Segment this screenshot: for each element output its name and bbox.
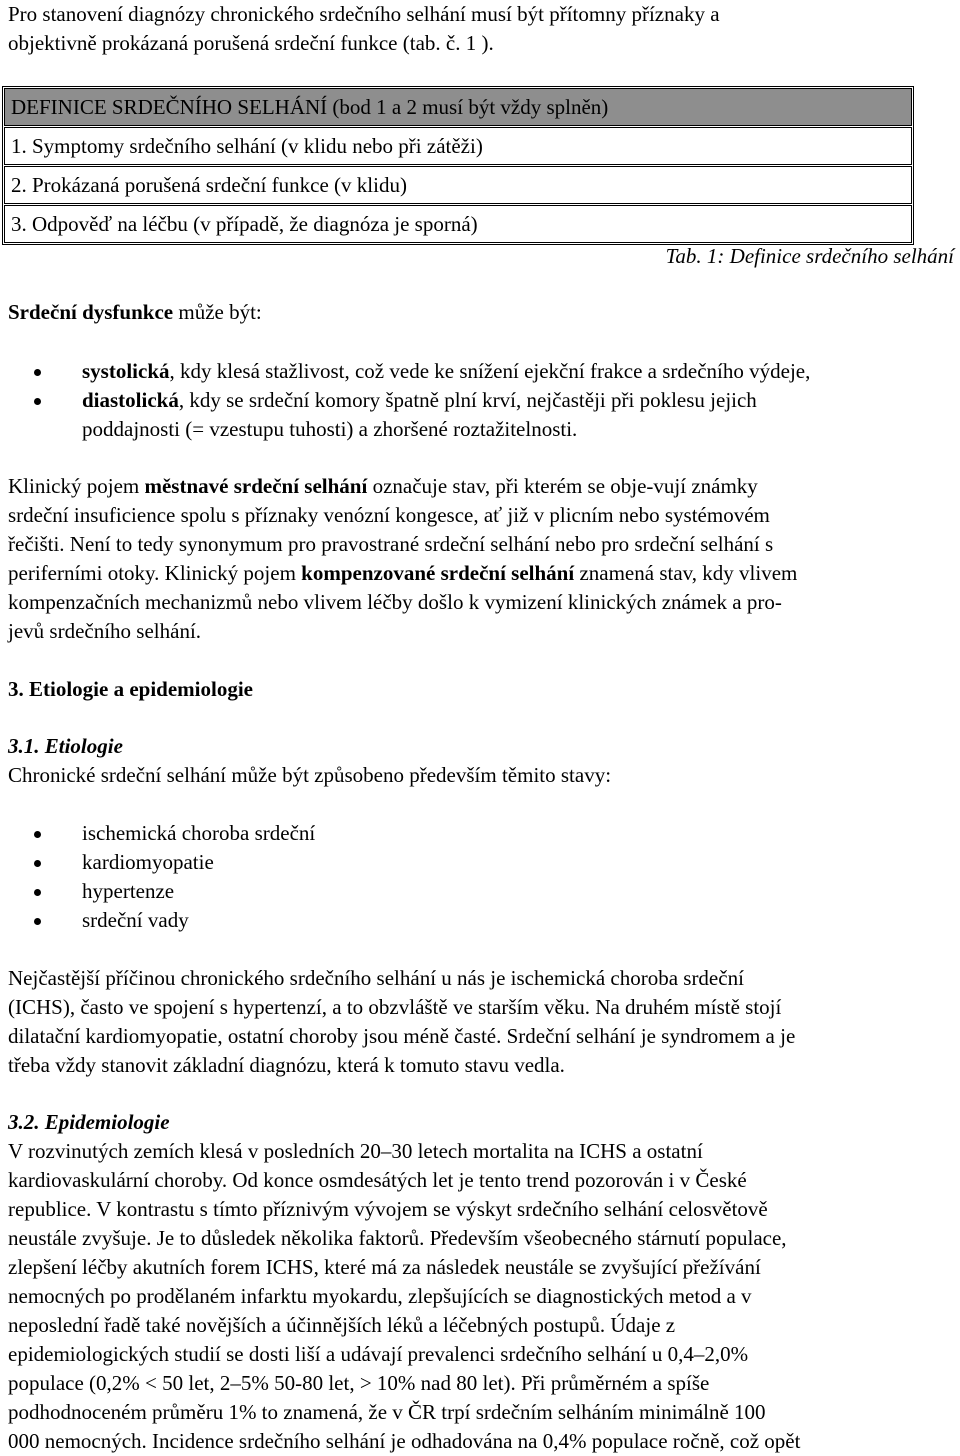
- paragraph-line: republice. V kontrastu s tímto příznivým vývojem se výskyt srdečního selhání celosvětově: [8, 1197, 768, 1221]
- paragraph-line: Nejčastější příčinou chronického srdečního selhání u nás je ischemická choroba srdeční: [8, 966, 744, 990]
- epidemiology-paragraph: [8, 1137, 952, 1456]
- list-item: [0, 906, 960, 935]
- paragraph-line: (ICHS), často ve spojení s hypertenzí, a to obzvláště ve starším věku. Na druhém místě stojí: [8, 995, 782, 1019]
- list-item: [0, 819, 960, 848]
- bullet-icon: [34, 860, 41, 867]
- table-row: 1. Symptomy srdečního selhání (v klidu nebo při zátěži): [4, 127, 912, 165]
- table-header: DEFINICE SRDEČNÍHO SELHÁNÍ (bod 1 a 2 musí být vždy splněn): [4, 88, 912, 126]
- paragraph-line: srdeční insuficience spolu s příznaky venózní kongesce, ať již v plicním nebo systémovém: [8, 503, 770, 527]
- subsection-title: Epidemiologie: [44, 1110, 170, 1134]
- clinical-paragraph: [8, 472, 952, 646]
- bullet-icon: [34, 831, 41, 838]
- dysfunction-term: Srdeční dysfunkce: [8, 300, 174, 324]
- etiology-list: [0, 819, 960, 935]
- term-compensated: kompenzované srdeční selhání: [301, 561, 575, 585]
- list-item: [0, 848, 960, 877]
- paragraph-line: dilatační kardiomyopatie, ostatní choroby jsou méně časté. Srdeční selhání je syndromem a je: [8, 1024, 796, 1048]
- dysfunction-list: [0, 357, 960, 444]
- paragraph-line: podhodnoceném průměru 1% to znamená, že v ČR trpí srdečním selháním minimálně 100: [8, 1400, 766, 1424]
- systolic-text: , kdy klesá stažlivost, což vede ke snížení ejekční frakce a srdečního výdeje,: [169, 359, 811, 383]
- paragraph-line: [8, 472, 952, 501]
- paragraph-line: neustále zvyšuje. Je to důsledek několika faktorů. Především všeobecného stárnutí populace,: [8, 1226, 787, 1250]
- paragraph-line: kardiovaskulární choroby. Od konce osmdesátých let je tento trend pozorován i v České: [8, 1168, 747, 1192]
- table-row: 2. Prokázaná porušená srdeční funkce (v klidu): [4, 166, 912, 204]
- paragraph-line: [8, 559, 952, 588]
- intro-line: Pro stanovení diagnózy chronického srdečního selhání musí být přítomny příznaky a: [8, 2, 720, 26]
- term-congestive: městnavé srdeční selhání: [144, 474, 368, 498]
- bullet-icon: [34, 889, 41, 896]
- term-diastolic: diastolická: [82, 388, 179, 412]
- list-item-label: srdeční vady: [82, 908, 189, 932]
- paragraph-line: nemocných po prodělaném infarktu myokardu, zlepšujících se diagnostických metod a v: [8, 1284, 752, 1308]
- bullet-icon: [34, 398, 41, 405]
- text-run: znamená stav, kdy vlivem: [574, 561, 798, 585]
- paragraph-line: 000 nemocných. Incidence srdečního selhání je odhadována na 0,4% populace ročně, což opět: [8, 1429, 801, 1453]
- text-run: označuje stav, při kterém se obje-vují známky: [367, 474, 758, 498]
- subsection-heading: [8, 732, 123, 761]
- text-run: Klinický pojem: [8, 474, 145, 498]
- subsection-number: 3.1.: [8, 734, 45, 758]
- bullet-icon: [34, 918, 41, 925]
- list-item-label: ischemická choroba srdeční: [82, 821, 316, 845]
- intro-line: objektivně prokázaná porušená srdeční funkce (tab. č. 1 ).: [8, 31, 494, 55]
- list-item-label: hypertenze: [82, 879, 175, 903]
- paragraph-line: neposlední řadě také novějších a účinnějších léků a léčebných postupů. Údaje z: [8, 1313, 676, 1337]
- list-item-label: kardiomyopatie: [82, 850, 214, 874]
- paragraph-line: zlepšení léčby akutních forem ICHS, které má za následek neustále se zvyšující přežívání: [8, 1255, 761, 1279]
- dysfunction-rest: může být:: [173, 300, 262, 324]
- paragraph-line: kompenzačních mechanizmů nebo vlivem léčby došlo k vymizení klinických známek a pro-: [8, 590, 782, 614]
- intro-paragraph: [8, 0, 952, 58]
- list-item: [0, 386, 960, 444]
- table-row: 3. Odpověď na léčbu (v případě, že diagnóza je sporná): [4, 205, 912, 243]
- term-systolic: systolická: [82, 359, 170, 383]
- paragraph-line: třeba vždy stanovit základní diagnózu, která k tomuto stavu vedla.: [8, 1053, 565, 1077]
- section-heading: 3. Etiologie a epidemiologie: [8, 677, 253, 701]
- paragraph-line: V rozvinutých zemích klesá v posledních 20–30 letech mortalita na ICHS a ostatní: [8, 1139, 703, 1163]
- paragraph-line: populace (0,2% < 50 let, 2–5% 50-80 let, > 10% nad 80 let). Při průměrném a spíše: [8, 1371, 710, 1395]
- subsection-heading: [8, 1108, 170, 1137]
- list-item: [0, 357, 960, 386]
- table-caption: Tab. 1: Definice srdečního selhání: [665, 244, 954, 268]
- paragraph-line: řečišti. Není to tedy synonymum pro pravostrané srdeční selhání nebo pro srdeční selhání s: [8, 532, 774, 556]
- list-item: [0, 877, 960, 906]
- subsection-number: 3.2.: [8, 1110, 45, 1134]
- text-run: periferními otoky. Klinický pojem: [8, 561, 302, 585]
- bullet-icon: [34, 369, 41, 376]
- list-item-line: [82, 386, 960, 415]
- dysfunction-lead: [8, 298, 262, 327]
- etiology-lead: Chronické srdeční selhání může být způsobeno především těmito stavy:: [8, 763, 612, 787]
- paragraph-line: epidemiologických studií se dosti liší a udávají prevalenci srdečního selhání u 0,4–2,0%: [8, 1342, 749, 1366]
- causes-paragraph: [8, 964, 952, 1080]
- definition-table: [2, 86, 914, 245]
- diastolic-text: , kdy se srdeční komory špatně plní krví, nejčastěji při poklesu jejich: [178, 388, 757, 412]
- list-item-line: poddajnosti (= vzestupu tuhosti) a zhoršené roztažitelnosti.: [82, 417, 578, 441]
- paragraph-line: jevů srdečního selhání.: [8, 619, 202, 643]
- list-item-line: [82, 357, 960, 386]
- subsection-title: Etiologie: [44, 734, 123, 758]
